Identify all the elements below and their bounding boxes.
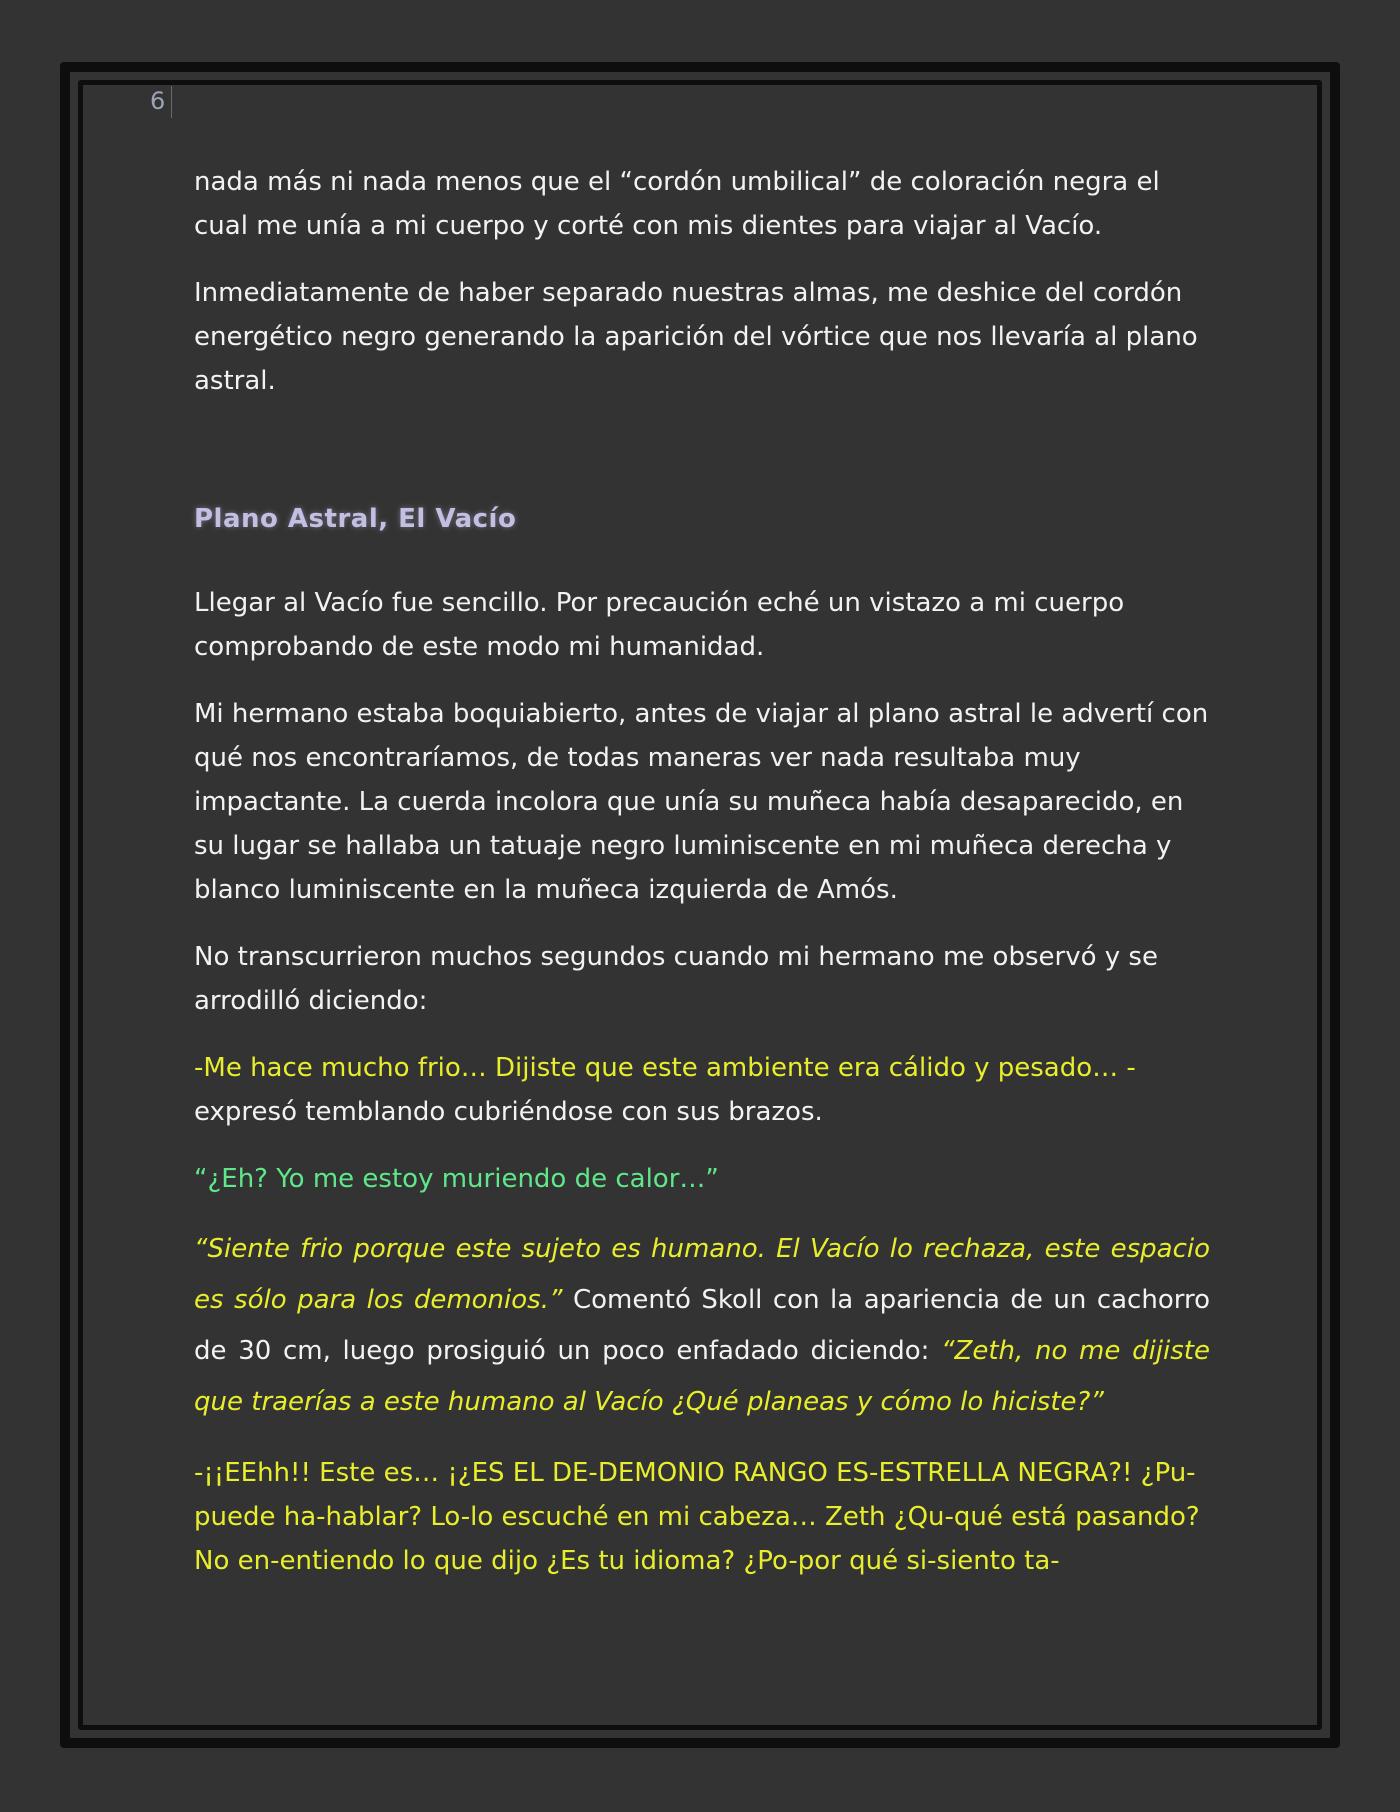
narration-text: expresó temblando cubriéndose con sus brazos. xyxy=(194,1097,823,1127)
telepathic-text: “Siente frio porque este sujeto es humano. El Vacío lo rechaza, este espacio es sólo para los demonios.” xyxy=(194,1234,1210,1315)
paragraph: No transcurrieron muchos segundos cuando mi hermano me observó y se arrodilló diciendo: xyxy=(194,942,1158,1016)
paragraph: Inmediatamente de haber separado nuestras almas, me deshice del cordón energético negro generando la aparición del vórtice que nos llevaría al plano astral. xyxy=(194,278,1198,396)
dialogue-paragraph xyxy=(194,1046,1210,1134)
text-section-2 xyxy=(194,581,1210,1606)
narration-text: Comentó Skoll con la apariencia de un cachorro de 30 cm, luego prosiguió un poco enfadado diciendo: xyxy=(194,1285,1210,1366)
dialogue-text: -Me hace mucho frio… Dijiste que este ambiente era cálido y pesado… - xyxy=(194,1053,1136,1083)
paragraph: nada más ni nada menos que el “cordón umbilical” de coloración negra el cual me unía a mi cuerpo y corté con mis dientes para viajar al Vacío. xyxy=(194,167,1160,241)
thought-text: “¿Eh? Yo me estoy muriendo de calor…” xyxy=(194,1164,719,1194)
section-heading: Plano Astral, El Vacío xyxy=(194,504,517,534)
page-number: 6 xyxy=(150,86,172,118)
paragraph: Llegar al Vacío fue sencillo. Por precaución eché un vistazo a mi cuerpo comprobando de este modo mi humanidad. xyxy=(194,588,1125,662)
dialogue-paragraph xyxy=(194,1224,1210,1428)
telepathic-text: “Zeth, no me dijiste que traerías a este humano al Vacío ¿Qué planeas y cómo lo hiciste?” xyxy=(194,1336,1210,1417)
dialogue-text: -¡¡EEhh!! Este es… ¡¿ES EL DE-DEMONIO RANGO ES-ESTRELLA NEGRA?! ¿Pu-puede ha-hablar? Lo-lo escuché en mi cabeza… Zeth ¿Qu-qué está pasando? No en-entiendo lo que dijo ¿Es tu idioma? ¿Po-por qué si-siento ta- xyxy=(194,1458,1200,1576)
paragraph: Mi hermano estaba boquiabierto, antes de viajar al plano astral le advertí con qué nos encontraríamos, de todas maneras ver nada resultaba muy impactante. La cuerda incolora que unía su muñeca había desaparecido, en su lugar se hallaba un tatuaje negro luminiscente en mi muñeca derecha y blanco luminiscente en la muñeca izquierda de Amós. xyxy=(194,699,1209,905)
text-section-1 xyxy=(194,160,1210,403)
